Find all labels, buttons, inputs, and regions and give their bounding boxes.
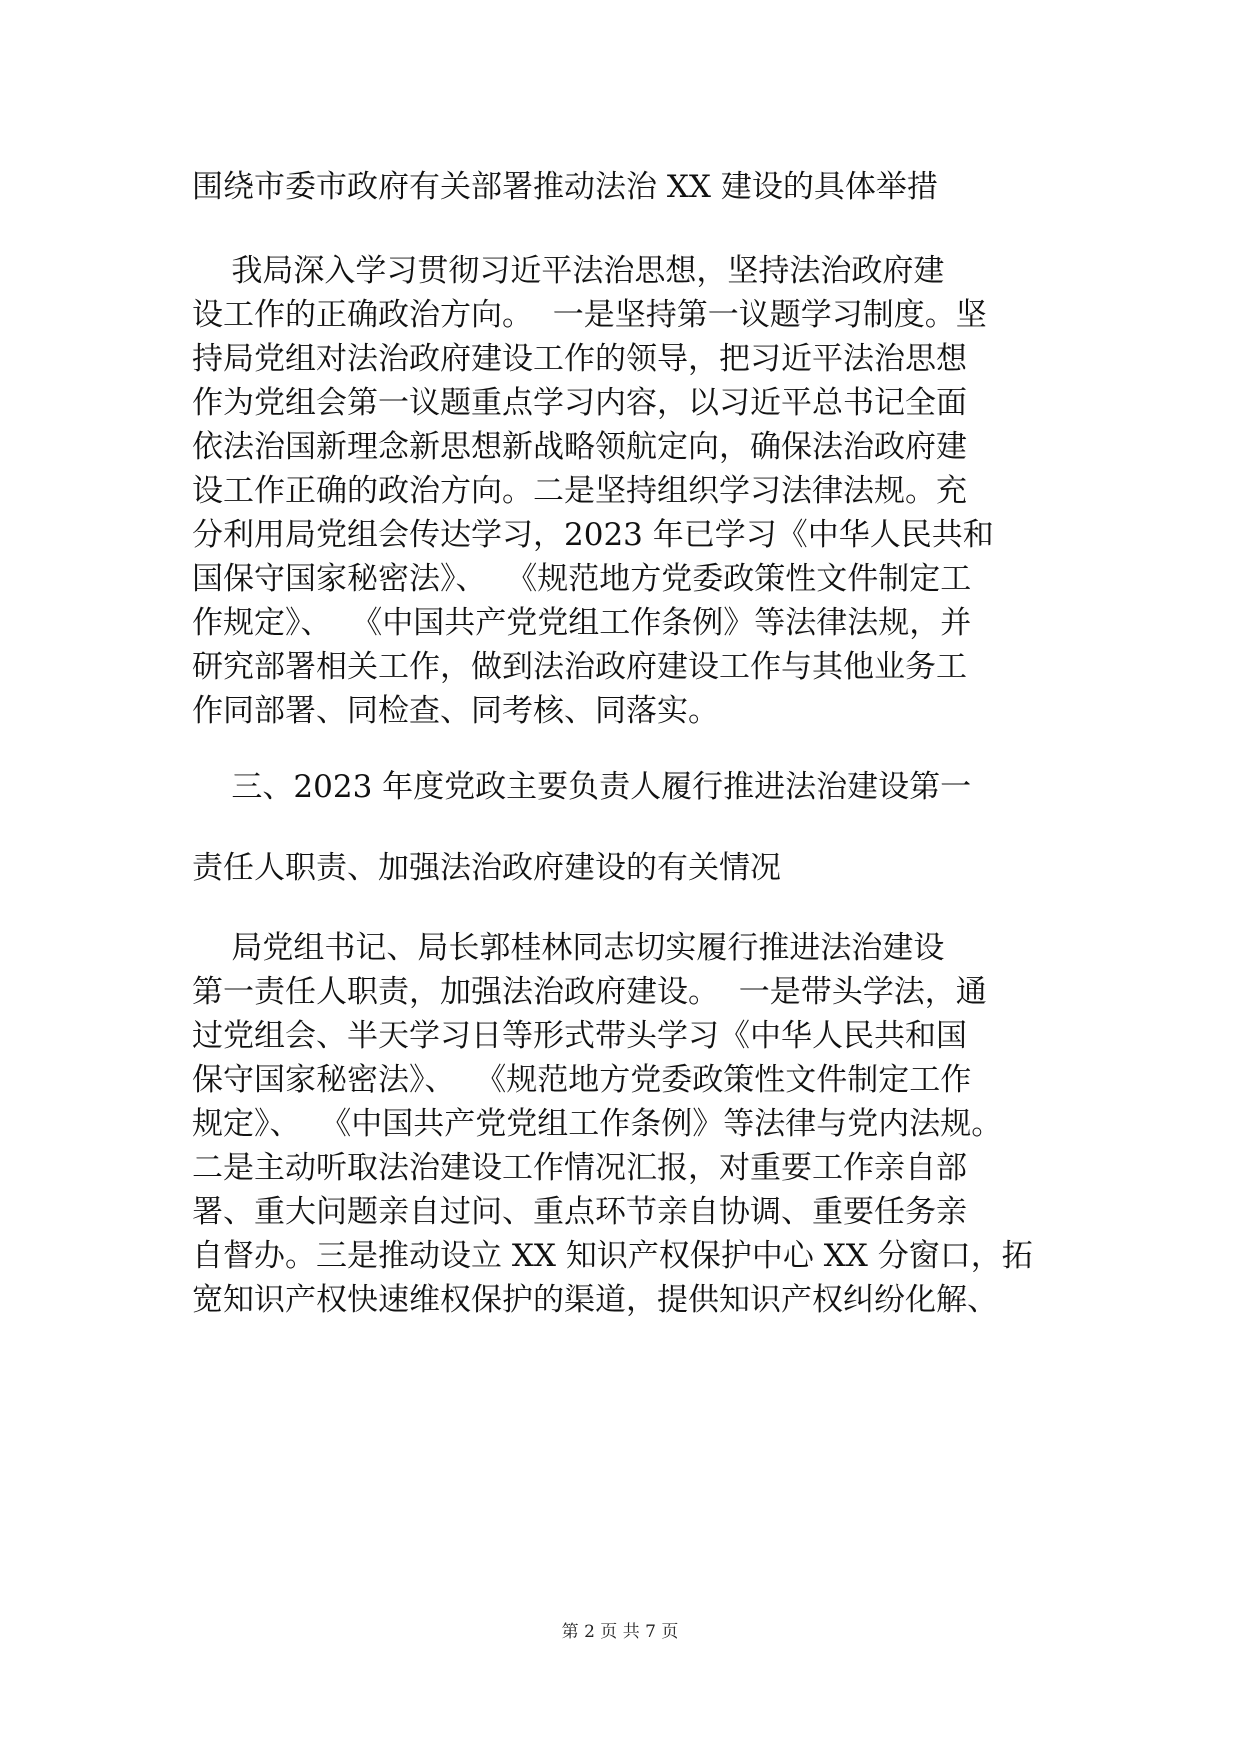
text-line: 依法治国新理念新思想新战略领航定向，确保法治政府建 (192, 429, 967, 465)
text-line: 作规定》、 《中国共产党党组工作条例》等法律法规，并 (192, 605, 972, 641)
text-line: 分利用局党组会传达学习，2023 年已学习《中华人民共和 (192, 517, 994, 553)
text-line: 局党组书记、局长郭桂林同志切实履行推进法治建设 (192, 930, 945, 966)
text-line: 研究部署相关工作，做到法治政府建设工作与其他业务工 (192, 649, 967, 685)
text-line: 规定》、 《中国共产党党组工作条例》等法律与党内法规。 (192, 1106, 1003, 1142)
text-line: 设工作正确的政治方向。二是坚持组织学习法律法规。充 (192, 473, 967, 509)
section-heading: 围绕市委市政府有关部署推动法治 XX 建设的具体举措 (192, 169, 938, 205)
page-number: 第 2 页 共 7 页 (561, 1622, 679, 1642)
paragraph-responsibilities (192, 926, 1048, 1322)
text-line: 二是主动听取法治建设工作情况汇报，对重要工作亲自部 (192, 1150, 967, 1186)
section-heading-line: 三、2023 年度党政主要负责人履行推进法治建设第一 (192, 769, 972, 805)
text-line: 宽知识产权快速维权保护的渠道，提供知识产权纠纷化解、 (192, 1282, 998, 1318)
text-line: 国保守国家秘密法》、 《规范地方党委政策性文件制定工 (192, 561, 972, 597)
text-line: 自督办。三是推动设立 XX 知识产权保护中心 XX 分窗口，拓 (192, 1238, 1033, 1274)
paragraph-measures (192, 249, 1048, 733)
text-line: 作为党组会第一议题重点学习内容，以习近平总书记全面 (192, 385, 967, 421)
document-body (192, 165, 1048, 1322)
text-line: 保守国家秘密法》、 《规范地方党委政策性文件制定工作 (192, 1062, 972, 1098)
text-line: 我局深入学习贯彻习近平法治思想，坚持法治政府建 (192, 253, 945, 289)
text-line: 设工作的正确政治方向。 一是坚持第一议题学习制度。坚 (192, 297, 987, 333)
section-heading-line: 责任人职责、加强法治政府建设的有关情况 (192, 850, 781, 886)
text-line: 第一责任人职责，加强法治政府建设。 一是带头学法，通 (192, 974, 987, 1010)
section-three-heading (192, 765, 1048, 890)
text-line: 持局党组对法治政府建设工作的领导，把习近平法治思想 (192, 341, 967, 377)
text-line: 作同部署、同检查、同考核、同落实。 (192, 693, 719, 729)
text-line: 署、重大问题亲自过问、重点环节亲自协调、重要任务亲 (192, 1194, 967, 1230)
text-line: 过党组会、半天学习日等形式带头学习《中华人民共和国 (192, 1018, 967, 1054)
